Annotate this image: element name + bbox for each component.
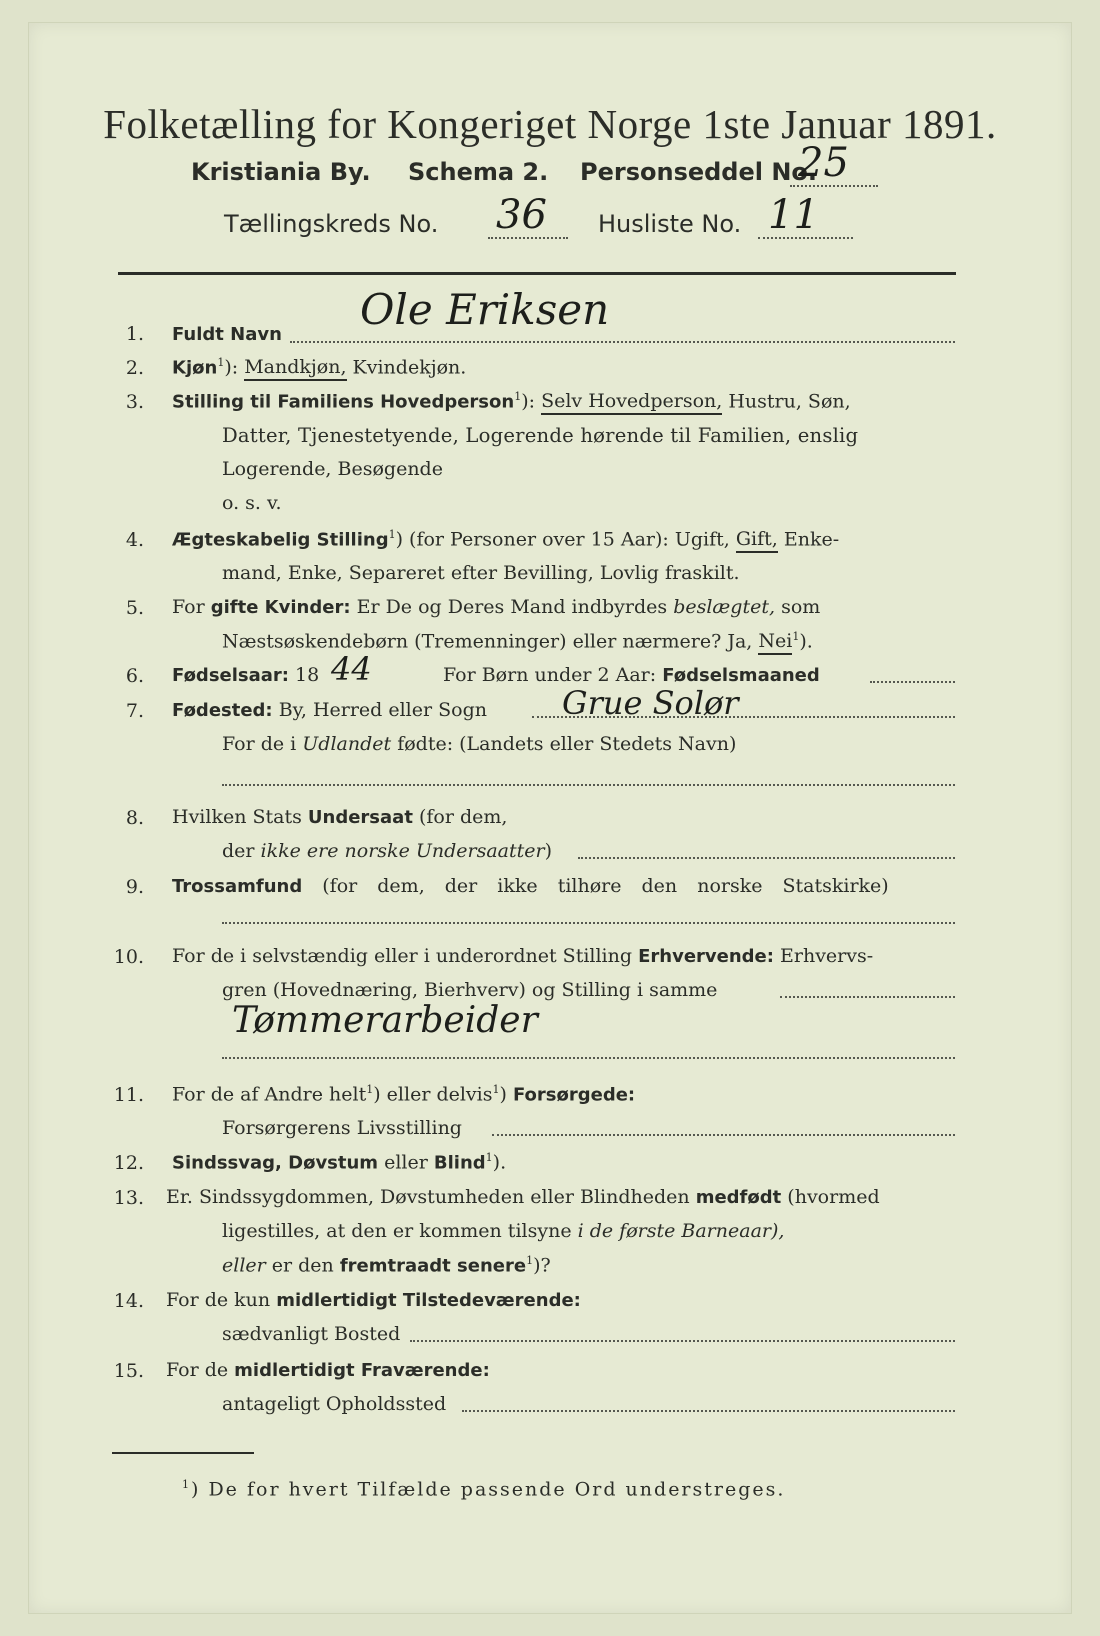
q5-pre: For	[172, 596, 205, 618]
form-title: Folketælling for Kongeriget Norge 1ste Januar 1891.	[103, 101, 997, 147]
q7-line2a: For de i	[222, 733, 297, 755]
q15-label: midlertidigt Fraværende:	[234, 1360, 490, 1381]
q9-rest: (for dem, der ikke tilhøre den norske Statskirke)	[322, 875, 889, 897]
personseddel-label: Personseddel No.	[580, 158, 818, 186]
q6-line	[172, 664, 319, 686]
q5-rest2: som	[781, 596, 821, 618]
q4-line1	[172, 528, 839, 550]
q12-mid: eller	[384, 1151, 428, 1174]
q8-line2-italic: ikke ere norske Undersaatter	[260, 840, 545, 862]
q15-pre: For de	[166, 1359, 229, 1381]
q13-line2	[222, 1220, 784, 1242]
q10-line1	[172, 945, 873, 967]
q5-option-no: Nei	[758, 630, 792, 655]
q8-number: 8.	[125, 807, 144, 829]
personseddel-number: 25	[798, 140, 849, 186]
q3-number: 3.	[125, 391, 144, 413]
q11-label: Forsørgede:	[512, 1084, 636, 1106]
q14-line2: sædvanligt Bosted	[222, 1323, 401, 1345]
q8-line1	[172, 806, 507, 828]
q5-line1	[172, 596, 820, 618]
q9-line	[172, 875, 889, 897]
q12-sup: 1	[485, 1151, 493, 1164]
q4-label: Ægteskabelig Stilling	[172, 529, 389, 551]
q1-answer-name: Ole Eriksen	[360, 285, 610, 334]
footnote-text: ) De for hvert Tilfælde passende Ord understreges.	[191, 1478, 786, 1501]
q7-rest: By, Herred eller Sogn	[278, 699, 487, 721]
q8-label: Undersaat	[307, 807, 413, 828]
q3-line3: Logerende, Besøgende	[222, 458, 443, 480]
kreds-number: 36	[496, 192, 547, 238]
q6-dotline	[870, 681, 955, 683]
q8-rest: (for dem,	[418, 806, 508, 828]
q10-number: 10.	[113, 946, 144, 968]
husliste-label: Husliste No.	[598, 210, 742, 238]
q3-line1	[172, 390, 851, 412]
q2-sup: 1	[217, 356, 225, 369]
q7-line2b: fødte: (Landets eller Stedets Navn)	[397, 733, 737, 755]
q11-end: )	[499, 1083, 507, 1106]
q7-line1	[172, 699, 487, 721]
footnote	[182, 1478, 785, 1500]
q3-option-head: Selv Hovedperson,	[541, 390, 722, 415]
q13-label2: fremtraadt senere	[339, 1255, 527, 1277]
q9-label: Trossamfund	[172, 876, 303, 897]
q12-end: ).	[492, 1151, 507, 1174]
q7-answer-birthplace: Grue Solør	[562, 684, 739, 722]
q2-label: Kjøn	[172, 357, 218, 379]
q14-dotline	[410, 1340, 955, 1342]
q13-rest: (hvormed	[787, 1186, 880, 1208]
q11-mid: ) eller delvis	[373, 1083, 493, 1106]
q7-line2	[222, 733, 736, 755]
q3-sup: 1	[514, 390, 522, 403]
q15-dotline	[462, 1410, 955, 1412]
q13-line3a: er den	[271, 1254, 334, 1277]
q4-option-married: Gift,	[736, 528, 778, 553]
q3-label: Stilling til Familiens Hovedperson	[172, 391, 515, 413]
q10-line2: gren (Hovednæring, Bierhverv) og Stilling i samme	[222, 979, 718, 1001]
q2-text	[172, 356, 466, 378]
q12-number: 12.	[113, 1152, 144, 1174]
q11-line1	[172, 1083, 635, 1105]
q13-line2a: ligestilles, at den er kommen tilsyne	[222, 1220, 572, 1242]
q8-line2b: )	[544, 840, 553, 862]
q6-number: 6.	[125, 665, 144, 687]
q4-sup: 1	[388, 528, 396, 541]
q5-line2-text: Næstsøskendebørn (Tremenninger) eller nærmere? Ja,	[222, 630, 753, 653]
q3-line2: Datter, Tjenestetyende, Logerende hørende til Familien, enslig	[222, 424, 859, 447]
q3-line4: o. s. v.	[222, 492, 282, 514]
q11-number: 11.	[113, 1084, 144, 1106]
q15-line2: antageligt Opholdssted	[222, 1393, 447, 1415]
q5-label: gifte Kvinder:	[210, 597, 351, 618]
q6-label2: Fødselsmaaned	[662, 665, 820, 686]
q10-answer-dotline	[222, 1057, 955, 1059]
q5-line2	[222, 630, 813, 652]
q10-label: Erhvervende:	[638, 946, 774, 967]
q14-line1	[166, 1289, 581, 1311]
kreds-dotline	[488, 237, 568, 239]
q11-pre: For de af Andre helt	[172, 1083, 367, 1106]
q11-line2: Forsørgerens Livsstilling	[222, 1117, 462, 1139]
q14-label: midlertidigt Tilstedeværende:	[276, 1290, 581, 1311]
q7-extra-dotline	[222, 784, 955, 786]
personseddel-dotline	[790, 185, 878, 187]
q7-number: 7.	[125, 700, 144, 722]
schema-label: Schema 2.	[408, 158, 549, 186]
q5-italic: beslægtet,	[673, 596, 776, 618]
q12-label2: Blind	[433, 1152, 486, 1174]
q8-line2a: der	[222, 840, 255, 862]
q13-end: )?	[533, 1254, 551, 1277]
q6-answer-year: 44	[331, 650, 372, 688]
q6-rest: For Børn under 2 Aar:	[443, 664, 657, 686]
q10-pre: For de i selvstændig eller i underordnet Stilling	[172, 945, 633, 967]
q7-line2-italic: Udlandet	[302, 733, 392, 755]
q10-answer-occupation: Tømmerarbeider	[232, 1000, 538, 1041]
q13-line2-italic: i de første Barneaar),	[577, 1220, 785, 1242]
q8-line2	[222, 840, 552, 862]
q8-dotline	[578, 857, 955, 859]
q6-label: Fødselsaar:	[172, 665, 289, 686]
city-label: Kristiania By.	[191, 158, 371, 186]
q11-sup2: 1	[492, 1083, 500, 1096]
q4-line2: mand, Enke, Separeret efter Bevilling, Lovlig fraskilt.	[222, 562, 740, 584]
q4-rest2: Enke-	[783, 528, 840, 551]
footnote-sup: 1	[182, 1478, 191, 1491]
header-rule	[118, 272, 956, 275]
q13-sup: 1	[526, 1254, 534, 1267]
q13-pre: Er. Sindssygdommen, Døvstumheden eller Blindheden	[166, 1186, 690, 1208]
q5-end: ).	[799, 630, 813, 653]
q11-sup1: 1	[366, 1083, 374, 1096]
q4-number: 4.	[125, 529, 144, 551]
q1-label: Fuldt Navn	[172, 324, 282, 345]
q9-number: 9.	[125, 876, 144, 898]
q10-rest: Erhvervs-	[780, 945, 874, 967]
q5-number: 5.	[125, 597, 144, 619]
q13-number: 13.	[113, 1187, 144, 1209]
q14-pre: For de kun	[166, 1289, 271, 1311]
husliste-number: 11	[768, 192, 819, 238]
q5-rest: Er De og Deres Mand indbyrdes	[356, 596, 668, 618]
q9-dotline	[222, 922, 955, 924]
q15-number: 15.	[113, 1360, 144, 1382]
husliste-dotline	[758, 237, 853, 239]
q4-rest: ) (for Personer over 15 Aar): Ugift,	[395, 528, 730, 551]
q3-rest: ):	[521, 390, 536, 413]
q15-line1	[166, 1359, 490, 1381]
q7-label: Fødested:	[172, 700, 273, 721]
q1-number: 1.	[125, 323, 144, 345]
q12-label: Sindssvag, Døvstum	[172, 1152, 379, 1174]
q13-line3	[222, 1254, 551, 1276]
q14-number: 14.	[113, 1290, 144, 1312]
q8-pre: Hvilken Stats	[172, 806, 302, 828]
q6-line-b	[443, 664, 820, 686]
footnote-rule	[112, 1452, 254, 1454]
q5-sup: 1	[792, 630, 800, 643]
q2-option-female: Kvindekjøn.	[352, 356, 467, 379]
q13-line3-italic: eller	[222, 1254, 266, 1277]
q11-dotline	[492, 1134, 955, 1136]
q2-option-male: Mandkjøn,	[244, 356, 346, 381]
q13-label: medfødt	[695, 1187, 782, 1208]
q1-dotline	[290, 341, 955, 343]
q6-prefix: 18	[295, 664, 320, 686]
q2-number: 2.	[125, 357, 144, 379]
q3-line1-rest: Hustru, Søn,	[728, 390, 851, 413]
q10-dotline	[780, 996, 955, 998]
q12-line	[172, 1151, 506, 1173]
kreds-label: Tællingskreds No.	[224, 210, 439, 238]
q2-rest: ):	[224, 356, 239, 379]
q13-line1	[166, 1186, 880, 1208]
